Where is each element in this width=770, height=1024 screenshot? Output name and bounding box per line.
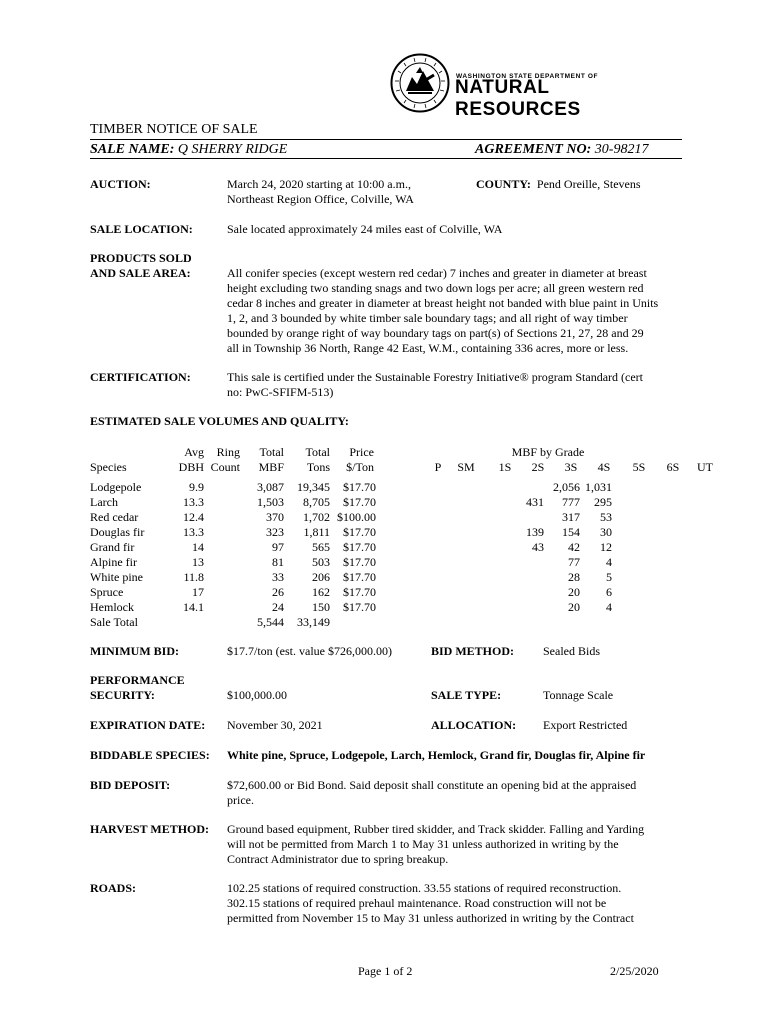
col-dbh xyxy=(170,480,204,630)
table-cell: Lodgepole xyxy=(90,480,142,494)
table-cell xyxy=(512,570,544,585)
biddable-species-value: White pine, Spruce, Lodgepole, Larch, Hemlock, Grand fir, Douglas fir, Alpine fir xyxy=(227,748,646,762)
products-line: cedar 8 inches and greater in diameter at breast height not banded with blue paint in Units xyxy=(227,296,659,310)
table-cell: 295 xyxy=(594,495,612,509)
products-line: all in Township 36 North, Range 42 East, W.M., containing 336 acres, more or less. xyxy=(227,341,629,355)
biddable-species-label: BIDDABLE SPECIES: xyxy=(90,748,210,762)
table-cell: 42 xyxy=(568,540,580,554)
table-cell: 139 xyxy=(526,525,544,539)
county-line xyxy=(476,177,641,192)
table-cell: 5,544 xyxy=(257,615,284,629)
bid-method-label: BID METHOD: xyxy=(431,644,515,658)
table-cell: $100.00 xyxy=(337,510,376,524)
expiration-label: EXPIRATION DATE: xyxy=(90,718,206,732)
hdr-dbh: DBH xyxy=(178,460,204,474)
sale-location-label: SALE LOCATION: xyxy=(90,222,193,236)
table-cell xyxy=(330,615,376,630)
products-label-line1: PRODUCTS SOLD xyxy=(90,251,192,265)
table-cell: 5 xyxy=(606,570,612,584)
volumes-table xyxy=(0,445,770,635)
hdr-tons: Tons xyxy=(306,460,330,474)
sale-name-value: Q SHERRY RIDGE xyxy=(177,142,288,157)
bid-deposit-value xyxy=(227,778,685,808)
table-cell xyxy=(512,555,544,570)
table-cell: 1,702 xyxy=(303,510,330,524)
sale-name-divider xyxy=(90,158,682,159)
table-cell: 206 xyxy=(312,570,330,584)
auction-value xyxy=(227,177,467,207)
table-cell: 33,149 xyxy=(297,615,330,629)
table-cell: 13 xyxy=(192,555,204,569)
dnr-logo xyxy=(390,53,680,120)
table-cell: $17.70 xyxy=(343,555,376,569)
table-cell: 1,503 xyxy=(257,495,284,509)
table-cell xyxy=(512,510,544,525)
products-line: All conifer species (except western red cedar) 7 inches and greater in diameter at breast xyxy=(227,266,647,280)
table-cell: 154 xyxy=(562,525,580,539)
performance-security-value: $100,000.00 xyxy=(227,688,287,702)
allocation-value: Export Restricted xyxy=(543,718,628,732)
table-cell xyxy=(512,585,544,600)
table-cell: 565 xyxy=(312,540,330,554)
auction-line2: Northeast Region Office, Colville, WA xyxy=(227,192,414,206)
agency-name-line1: WASHINGTON STATE DEPARTMENT OF xyxy=(456,73,599,80)
roads-line2: 302.15 stations of required prehaul maintenance. Road construction will not be xyxy=(227,896,607,910)
table-cell: 81 xyxy=(272,555,284,569)
minimum-bid-label: MINIMUM BID: xyxy=(90,644,179,658)
hdr-grade-p: P xyxy=(434,460,442,474)
hdr-grade-3s: 3S xyxy=(564,460,578,474)
auction-label: AUCTION: xyxy=(90,177,151,191)
page-number: Page 1 of 2 xyxy=(358,964,413,978)
table-cell: Grand fir xyxy=(90,540,135,554)
hdr-total-mbf: Total xyxy=(259,445,284,459)
bid-deposit-line1: $72,600.00 or Bid Bond. Said deposit shall constitute an opening bid at the appraised xyxy=(227,778,637,792)
hdr-total-tons: Total xyxy=(305,445,330,459)
col-species xyxy=(90,480,170,630)
col-mbf xyxy=(248,480,284,630)
sale-name-line xyxy=(90,142,287,158)
hdr-grade-sm: SM xyxy=(457,460,475,474)
harvest-line3: Contract Administrator due to spring breakup. xyxy=(227,852,449,866)
table-cell: 431 xyxy=(526,495,544,509)
hdr-ring: Ring xyxy=(216,445,240,459)
table-cell xyxy=(512,480,544,495)
table-cell: 4 xyxy=(606,600,612,614)
products-line: 1, 2, and 3 bounded by white timber sale boundary tags; and all right of way timber xyxy=(227,311,628,325)
hdr-per-ton: $/Ton xyxy=(346,460,374,474)
allocation-label: ALLOCATION: xyxy=(431,718,517,732)
title-divider xyxy=(90,139,682,140)
table-cell: $17.70 xyxy=(343,480,376,494)
table-cell: $17.70 xyxy=(343,525,376,539)
sale-name-label: SALE NAME: xyxy=(90,142,175,157)
bid-method-value: Sealed Bids xyxy=(543,644,600,658)
sale-type-value: Tonnage Scale xyxy=(543,688,614,702)
hdr-grade-6s: 6S xyxy=(666,460,680,474)
hdr-count: Count xyxy=(210,460,240,474)
county-value: Pend Oreille, Stevens xyxy=(536,177,641,191)
table-cell: 6 xyxy=(606,585,612,599)
footer-date: 2/25/2020 xyxy=(610,964,659,978)
table-cell: Sale Total xyxy=(90,615,138,629)
col-grade-3s xyxy=(544,480,580,615)
page-title: TIMBER NOTICE OF SALE xyxy=(90,122,258,137)
table-cell: 12.4 xyxy=(183,510,204,524)
table-cell: 1,031 xyxy=(585,480,612,494)
sale-type-label: SALE TYPE: xyxy=(431,688,502,702)
table-cell: $17.70 xyxy=(343,570,376,584)
table-cell: 26 xyxy=(272,585,284,599)
table-cell: 2,056 xyxy=(553,480,580,494)
certification-line2: no: PwC-SFIFM-513) xyxy=(227,385,334,399)
certification-line1: This sale is certified under the Sustainable Forestry Initiative® program Standard (cert xyxy=(227,370,643,384)
table-cell xyxy=(170,615,204,630)
expiration-value: November 30, 2021 xyxy=(227,718,323,732)
table-cell: 1,811 xyxy=(303,525,330,539)
table-cell: 33 xyxy=(272,570,284,584)
table-cell: 17 xyxy=(192,585,204,599)
table-cell: 9.9 xyxy=(189,480,204,494)
table-cell: 4 xyxy=(606,555,612,569)
table-cell: 20 xyxy=(568,600,580,614)
table-cell: 20 xyxy=(568,585,580,599)
table-cell: 13.3 xyxy=(183,495,204,509)
hdr-avg: Avg xyxy=(184,445,204,459)
roads-line1: 102.25 stations of required construction. 33.55 stations of required reconstruction. xyxy=(227,881,622,895)
hdr-grade-5s: 5S xyxy=(632,460,646,474)
table-cell: 317 xyxy=(562,510,580,524)
table-cell: 28 xyxy=(568,570,580,584)
hdr-grade-1s: 1S xyxy=(498,460,512,474)
table-cell: Alpine fir xyxy=(90,555,137,569)
harvest-line1: Ground based equipment, Rubber tired skidder, and Track skidder. Falling and Yarding xyxy=(227,822,645,836)
sale-location-value: Sale located approximately 24 miles east of Colville, WA xyxy=(227,222,503,236)
table-cell: 14.1 xyxy=(183,600,204,614)
hdr-grade-2s: 2S xyxy=(531,460,545,474)
table-cell: 19,345 xyxy=(297,480,330,494)
table-cell: $17.70 xyxy=(343,495,376,509)
roads-line3: permitted from November 15 to May 31 unless authorized in writing by the Contract xyxy=(227,911,634,925)
agreement-label: AGREEMENT NO: xyxy=(475,142,592,157)
table-cell: 30 xyxy=(600,525,612,539)
table-cell: Spruce xyxy=(90,585,124,599)
table-cell: 8,705 xyxy=(303,495,330,509)
hdr-price: Price xyxy=(349,445,374,459)
minimum-bid-value: $17.7/ton (est. value $726,000.00) xyxy=(227,644,392,658)
hdr-grade-4s: 4S xyxy=(597,460,611,474)
harvest-line2: will not be permitted from March 1 to May 31 unless authorized in writing by the xyxy=(227,837,619,851)
table-cell: Hemlock xyxy=(90,600,134,614)
hdr-species: Species xyxy=(90,460,127,474)
hdr-mbf: MBF xyxy=(258,460,284,474)
table-cell: 370 xyxy=(266,510,284,524)
table-cell: 53 xyxy=(600,510,612,524)
table-cell: $17.70 xyxy=(343,585,376,599)
auction-line1: March 24, 2020 starting at 10:00 a.m., xyxy=(227,177,411,191)
hdr-mbf-by-grade: MBF by Grade xyxy=(511,445,585,459)
table-cell: 323 xyxy=(266,525,284,539)
table-cell: 43 xyxy=(532,540,544,554)
agreement-value: 30-98217 xyxy=(594,142,649,157)
table-cell: $17.70 xyxy=(343,540,376,554)
table-cell: 11.8 xyxy=(183,570,204,584)
table-cell: 14 xyxy=(192,540,204,554)
products-line: bounded by orange right of way boundary tags on part(s) of Sections 21, 27, 28 and 29 xyxy=(227,326,644,340)
harvest-method-label: HARVEST METHOD: xyxy=(90,822,210,836)
table-cell: 777 xyxy=(562,495,580,509)
table-cell: 77 xyxy=(568,555,580,569)
table-cell: 503 xyxy=(312,555,330,569)
table-cell: $17.70 xyxy=(343,600,376,614)
products-description xyxy=(227,266,685,356)
county-label: COUNTY: xyxy=(476,177,531,191)
table-cell: 97 xyxy=(272,540,284,554)
table-cell xyxy=(512,600,544,615)
volumes-heading: ESTIMATED SALE VOLUMES AND QUALITY: xyxy=(90,414,349,428)
bid-deposit-line2: price. xyxy=(227,793,254,807)
hdr-grade-ut: UT xyxy=(697,460,713,474)
products-label-line2: AND SALE AREA: xyxy=(90,266,191,280)
col-grade-2s xyxy=(512,480,544,615)
certification-value xyxy=(227,370,685,400)
table-cell: 24 xyxy=(272,600,284,614)
agreement-line xyxy=(475,142,648,158)
agency-name-line2: NATURAL RESOURCES xyxy=(455,77,581,120)
certification-label: CERTIFICATION: xyxy=(90,370,191,384)
harvest-method-value xyxy=(227,822,685,867)
roads-value xyxy=(227,881,685,926)
products-label xyxy=(90,251,192,281)
performance-label-line2: SECURITY: xyxy=(90,688,155,702)
table-cell: Douglas fir xyxy=(90,525,145,539)
performance-security-label xyxy=(90,673,185,703)
table-cell: Red cedar xyxy=(90,510,139,524)
roads-label: ROADS: xyxy=(90,881,137,895)
performance-label-line1: PERFORMANCE xyxy=(90,673,185,687)
table-cell: White pine xyxy=(90,570,143,584)
col-tons xyxy=(290,480,330,630)
table-cell: 13.3 xyxy=(183,525,204,539)
col-grade-4s xyxy=(580,480,612,615)
table-cell: 162 xyxy=(312,585,330,599)
state-seal-icon xyxy=(390,53,450,113)
table-cell: 150 xyxy=(312,600,330,614)
table-cell: 3,087 xyxy=(257,480,284,494)
table-cell: 12 xyxy=(600,540,612,554)
col-price xyxy=(330,480,376,630)
products-line: height excluding two standing snags and two down logs per acre; all green western red xyxy=(227,281,644,295)
bid-deposit-label: BID DEPOSIT: xyxy=(90,778,171,792)
table-cell: Larch xyxy=(90,495,118,509)
